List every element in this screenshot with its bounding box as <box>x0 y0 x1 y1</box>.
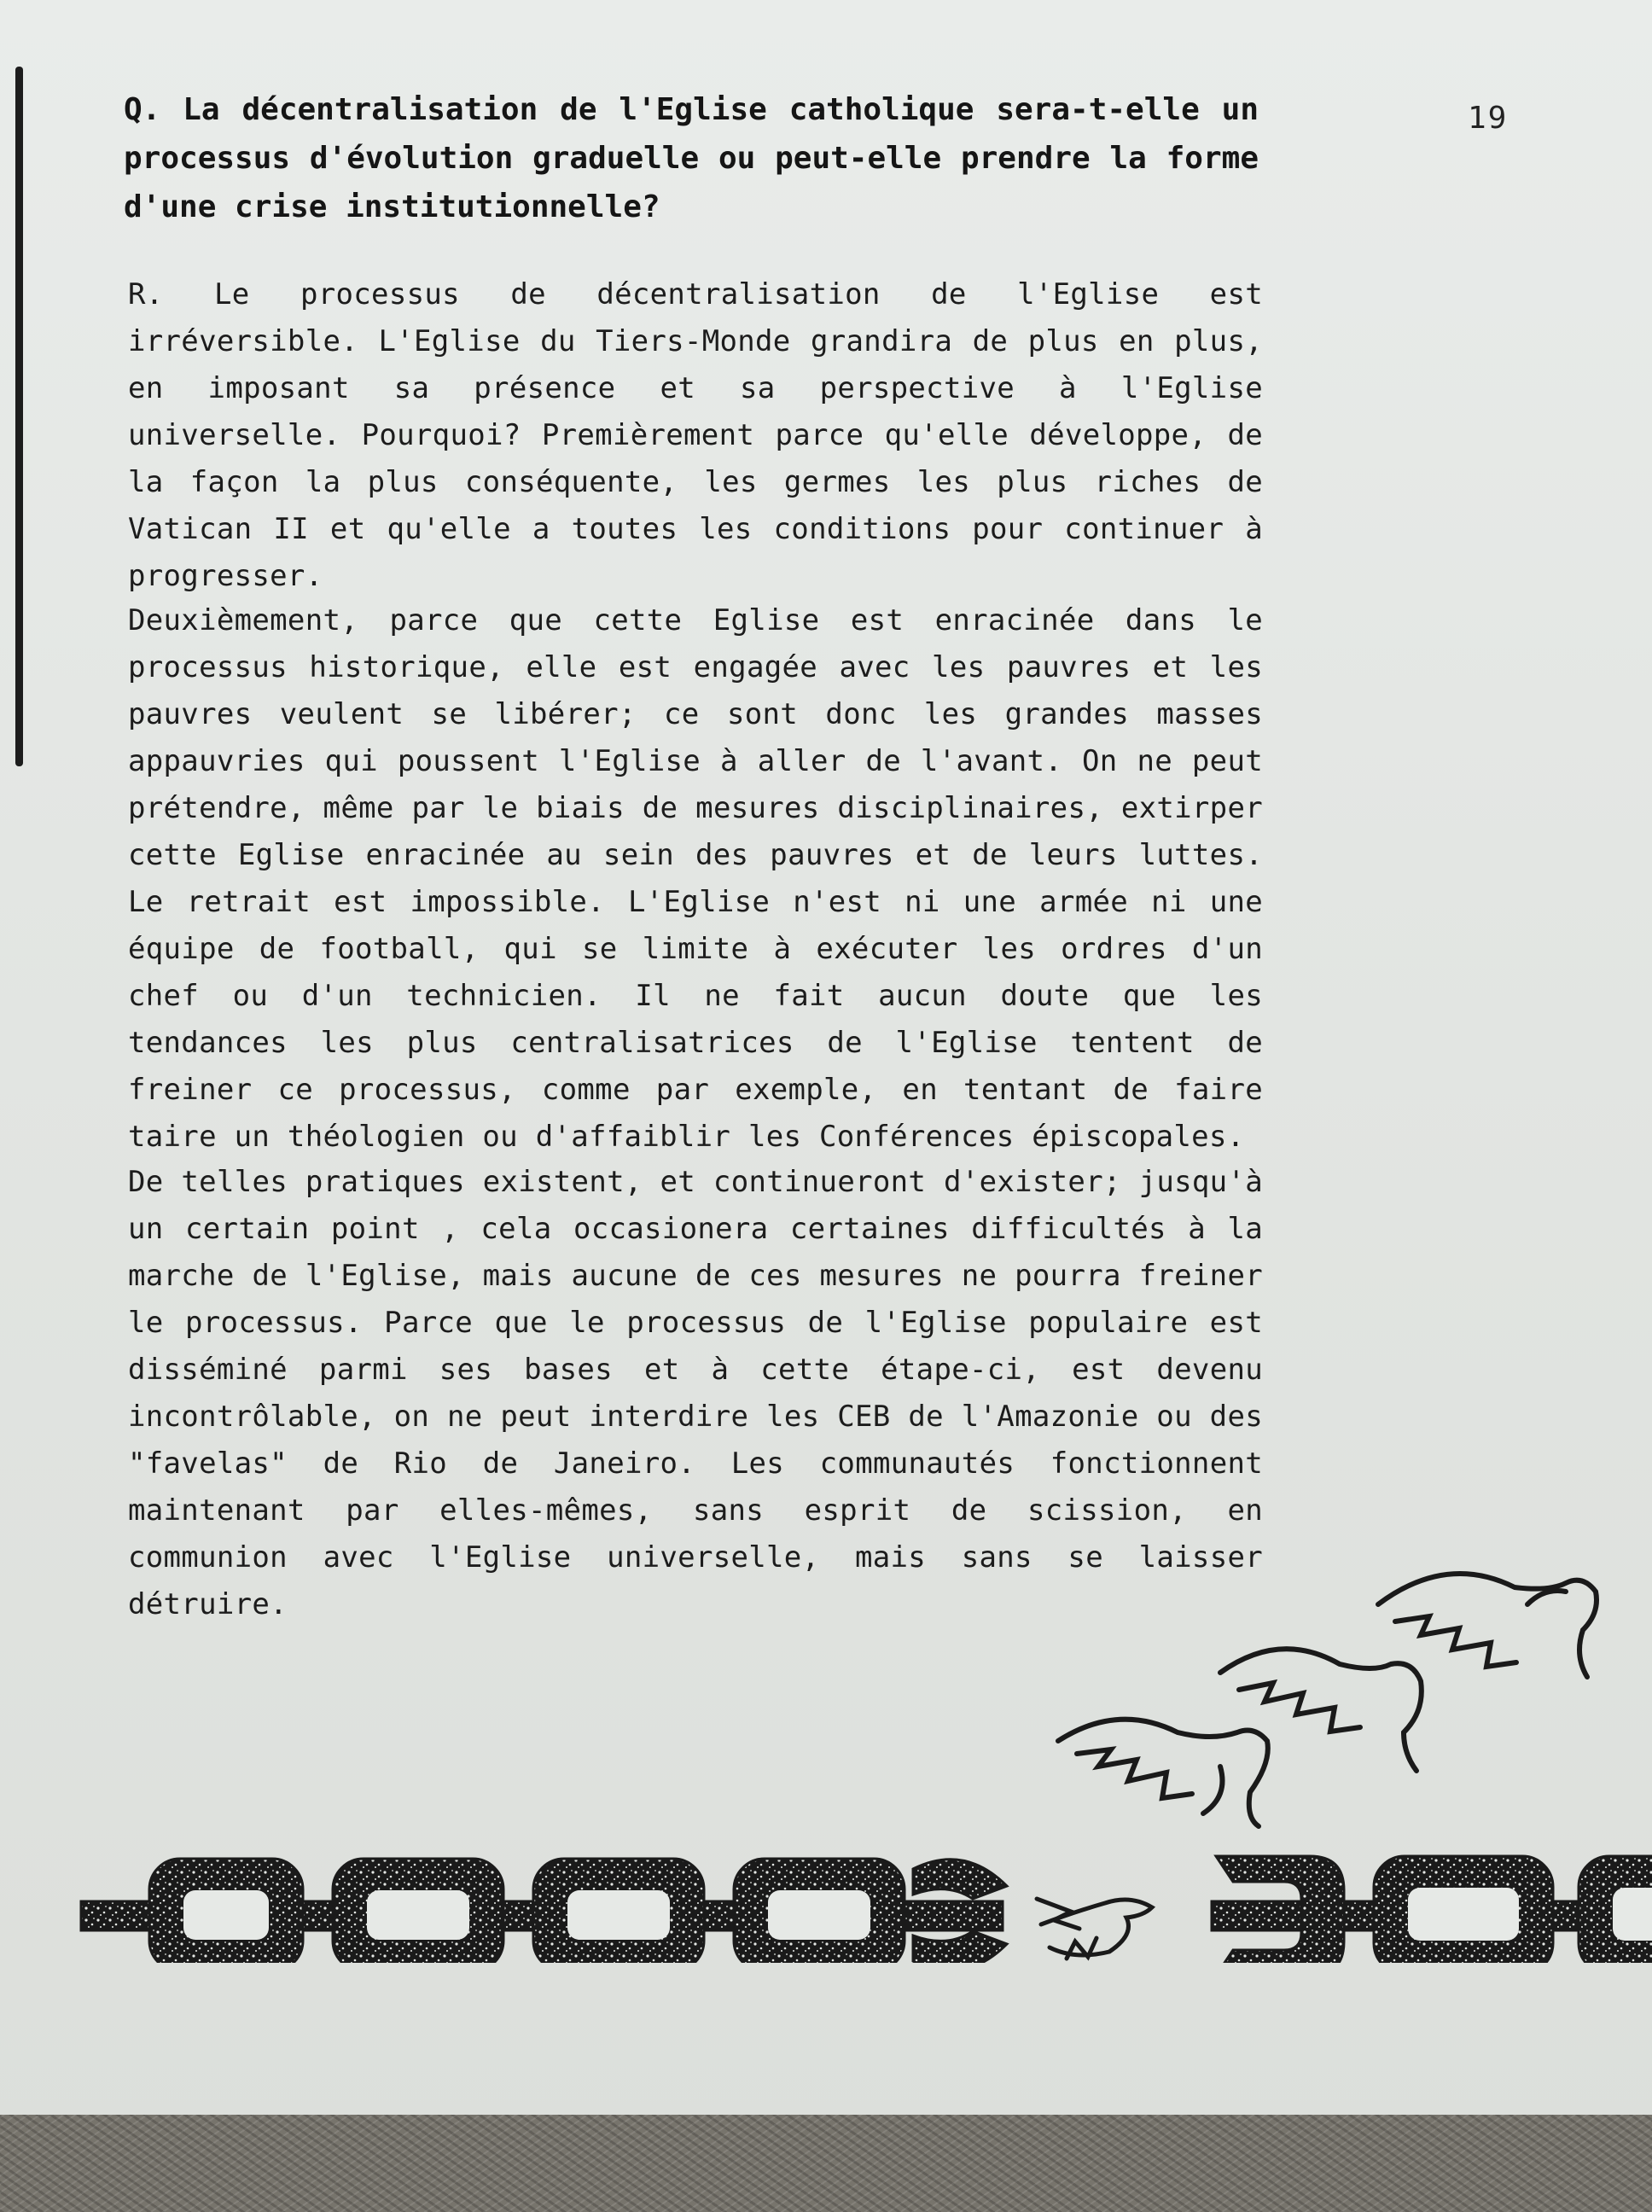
answer-paragraph-2: Deuxièmement, parce que cette Eglise est enracinée dans le processus historique, elle est engagée avec les pauvres et les pauvres veulent se libérer; ce sont donc les grandes masses appauvries qui poussent l'Eglise à aller de l'avant. On ne peut prétendre, même par le biais de mesures disciplinaires, extirper cette Eglise enracinée au sein des pauvres et de leurs luttes. Le retrait est impossible. L'Eglise n'est ni une armée ni une équipe de football, qui se limite à exécuter les ordres d'un chef ou d'un technicien. Il ne fait aucun doute que les tendances les plus centralisatrices de l'Eglise tentent de freiner ce processus, comme par exemple, en tentant de faire taire un théologien ou d'affaiblir les Conférences épiscopales. <box>128 603 1263 1154</box>
dove-upper-icon <box>1378 1574 1597 1677</box>
answer-paragraph-3: De telles pratiques existent, et continueront d'exister; jusqu'à un certain point , cela occasionera certaines difficultés à la marche de l'Eglise, mais aucune de ces mesures ne pourra freiner le processus. Parce que le processus de l'Eglise populaire est disséminé parmi ses bases et à cette étape-ci, est devenu incontrôlable, on ne peut interdire les CEB de l'Amazonie ou des "favelas" de Rio de Janeiro. Les communautés fonctionnent maintenant par elles-mêmes, sans esprit de scission, en communion avec l'Eglise universelle, mais sans se laisser détruire. <box>128 1165 1263 1621</box>
dove-lower-icon <box>1058 1720 1268 1826</box>
dove-small-icon <box>1037 1899 1152 1959</box>
dove-middle-icon <box>1220 1649 1422 1771</box>
page-number: 19 <box>1468 101 1509 136</box>
broken-chain-with-doves-illustration <box>0 1570 1652 1963</box>
answer-paragraph-1: R. Le processus de décentralisation de l'Eglise est irréversible. L'Eglise du Tiers-Monde grandira de plus en plus, en imposant sa présence et sa perspective à l'Eglise universelle. Pourquoi? Premièrement parce qu'elle développe, de la façon la plus conséquente, les germes les plus riches de Vatican II et qu'elle a toutes les conditions pour continuer à progresser. <box>128 277 1263 593</box>
floor-background <box>0 2115 1652 2212</box>
question-heading: Q. La décentralisation de l'Eglise catholique sera-t-elle un processus d'évolution graduelle ou peut-elle prendre la forme d'une crise institutionnelle? <box>124 92 1259 224</box>
binding-margin-line <box>15 67 23 766</box>
